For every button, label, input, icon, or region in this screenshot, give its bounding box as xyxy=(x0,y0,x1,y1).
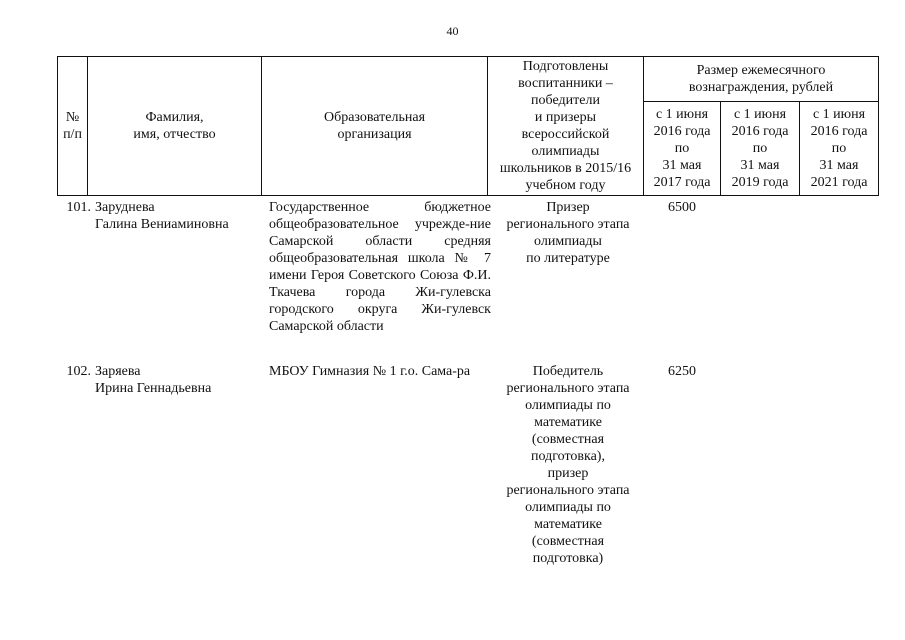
row-organization: МБОУ Гимназия № 1 г.о. Сама-ра xyxy=(269,364,471,379)
row-full-name: Заряева Ирина Геннадьевна xyxy=(95,364,212,396)
row-number: 102. xyxy=(66,364,91,379)
header-reward-size: Размер ежемесячного вознаграждения, рублей xyxy=(688,63,834,95)
row-achievement: Победитель регионального этапа олимпиады по математике (совместная подготовка), призер регионального этапа олимпиады по математике (совместная подготовка) xyxy=(506,364,630,566)
row-amount: 6500 xyxy=(668,200,696,215)
row-full-name: Заруднева Галина Вениаминовна xyxy=(95,200,229,232)
awards-table xyxy=(57,56,879,566)
header-prepared-students: Подготовлены воспитанники – победители и призеры всероссийской олимпиады школьников в 2015/16 учебном году xyxy=(499,59,632,193)
row-achievement: Призер регионального этапа олимпиады по литературе xyxy=(506,200,630,266)
header-number: № п/п xyxy=(63,110,82,142)
page-number: 40 xyxy=(446,24,459,38)
header-period-2021: с 1 июня 2016 года по 31 мая 2021 года xyxy=(810,107,868,190)
header-period-2019: с 1 июня 2016 года по 31 мая 2019 года xyxy=(731,107,789,190)
header-organization: Образовательная организация xyxy=(323,110,426,142)
header-period-2017: с 1 июня 2016 года по 31 мая 2017 года xyxy=(653,107,711,190)
row-amount: 6250 xyxy=(668,364,696,379)
table-header xyxy=(57,56,879,196)
header-name: Фамилия, имя, отчество xyxy=(133,110,216,142)
row-organization: Государственное бюджетное общеобразовательное учрежде-ние Самарской области средняя общеобразовательная школа № 7 имени Героя Советского Союза Ф.И. Ткачева города Жи-гулевска городского округа Жи-гулевск Самарской области xyxy=(269,200,491,334)
row-number: 101. xyxy=(66,200,91,215)
